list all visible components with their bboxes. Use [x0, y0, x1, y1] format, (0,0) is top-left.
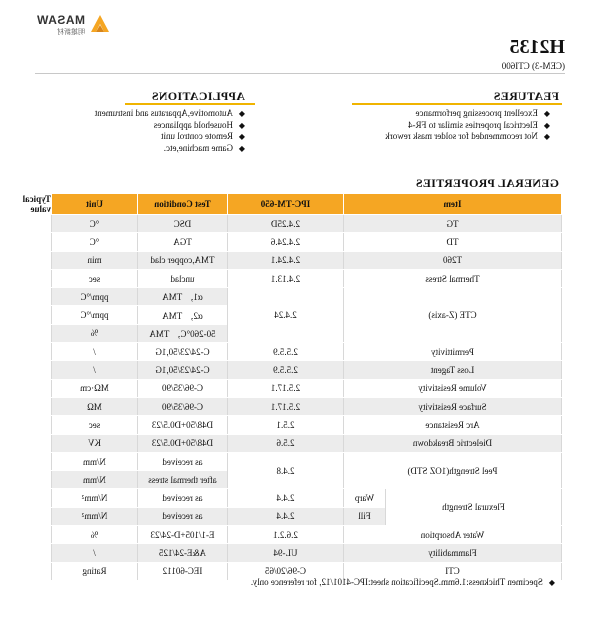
cell-unit: ppm/°C: [51, 306, 137, 324]
cell-item: Loss Tagent: [343, 361, 561, 379]
cell-condition: TMA,copper clad: [137, 251, 227, 269]
cell-item: Thermal Stress: [343, 269, 561, 287]
cell-item: Arc Resistance: [343, 416, 561, 434]
cell-unit: N/mm: [51, 452, 137, 470]
table-row: [51, 361, 561, 379]
cell-condition: D48/50+D0.5/23: [137, 434, 227, 452]
cell-unit: sec: [51, 416, 137, 434]
title-divider: [35, 73, 565, 74]
cell-method: UL-94: [227, 544, 343, 562]
cell-condition: unclad: [137, 269, 227, 287]
applications-list: [95, 108, 245, 154]
cell-item: TD: [343, 233, 561, 251]
cell-item: CTE (Z-axis): [343, 288, 561, 343]
cell-method: 2.5.5.9: [227, 361, 343, 379]
feature-item: ◆ Electrical properties similar to FR-4: [385, 120, 550, 132]
cell-unit: N/mm²: [51, 507, 137, 525]
cell-condition: 50-260°C， TMA: [137, 324, 227, 342]
logo-mark-icon: [89, 12, 111, 34]
table-row: [51, 544, 561, 562]
cell-item: Surface Resistivity: [343, 397, 561, 415]
table-row: [51, 489, 561, 507]
product-subtitle: (CEM-3) CTI600: [501, 61, 565, 71]
cell-item: Peel Strength(1OZ STD): [343, 452, 561, 489]
col-header-condition: Test Condition: [137, 194, 227, 215]
cell-method: 2.5.6: [227, 434, 343, 452]
application-item: ◆ Game machine,etc.: [95, 143, 245, 155]
table-row: [51, 215, 561, 233]
cell-condition: D48/50+D0.5/23: [137, 416, 227, 434]
cell-condition: after thermal stress: [137, 471, 227, 489]
cell-method: 2.4.4: [227, 489, 343, 507]
feature-item: ◆ Not recommended for solder mask rework: [385, 131, 550, 143]
properties-table: [22, 193, 562, 581]
cell-unit: %: [51, 324, 137, 342]
cell-method: C-96/20/65: [227, 562, 343, 580]
cell-unit: MΩ·cm: [51, 379, 137, 397]
cell-method: 2.5.5.9: [227, 343, 343, 361]
col-header-item: Item: [343, 194, 561, 215]
table-row: [51, 251, 561, 269]
cell-condition: TGA: [137, 233, 227, 251]
cell-unit: /: [51, 343, 137, 361]
table-row: [51, 434, 561, 452]
cell-item: Flammability: [343, 544, 561, 562]
table-row: [51, 269, 561, 287]
cell-unit: sec: [51, 269, 137, 287]
col-header-unit: Unit: [51, 194, 137, 215]
cell-item: Dielectric Breakdown: [343, 434, 561, 452]
cell-unit: ppm/°C: [51, 288, 137, 306]
cell-method: 2.5.1: [227, 416, 343, 434]
cell-method: 2.4.24: [227, 288, 343, 343]
table-row: [51, 397, 561, 415]
table-row: [51, 233, 561, 251]
cell-condition: C-24/23/50,1G: [137, 361, 227, 379]
logo-brand: MASAW: [36, 13, 85, 27]
cell-unit: °C: [51, 233, 137, 251]
table-row: [51, 416, 561, 434]
cell-unit: N/mm²: [51, 489, 137, 507]
cell-subitem: Fill: [343, 507, 385, 525]
product-title: H2135: [509, 36, 565, 58]
general-properties-heading: GENERAL PROPERTIES: [415, 176, 559, 190]
table-row: [51, 452, 561, 470]
table-row: [51, 343, 561, 361]
cell-condition: C-96/35/90: [137, 397, 227, 415]
applications-underline: [125, 103, 255, 105]
logo-subtext: 明雄新材: [57, 29, 85, 36]
applications-heading: APPLICATIONS: [151, 89, 245, 103]
table-row: [51, 526, 561, 544]
cell-unit: N/mm: [51, 471, 137, 489]
cell-condition: as received: [137, 452, 227, 470]
cell-unit: min: [51, 251, 137, 269]
cell-condition: as received: [137, 489, 227, 507]
cell-unit: MΩ: [51, 397, 137, 415]
cell-method: 2.5.17.1: [227, 397, 343, 415]
cell-unit: Rating: [51, 562, 137, 580]
cell-item: Water Absorption: [343, 526, 561, 544]
cell-method: 2.4.24.1: [227, 251, 343, 269]
cell-unit: KV: [51, 434, 137, 452]
cell-unit: °C: [51, 215, 137, 233]
cell-condition: α2， TMA: [137, 306, 227, 324]
features-heading: FEATURES: [493, 89, 559, 103]
cell-condition: as received: [137, 507, 227, 525]
cell-unit: /: [51, 544, 137, 562]
table-row: [51, 379, 561, 397]
cell-method: 2.6.2.1: [227, 526, 343, 544]
table-header-row: Item IPC-TM-650 Test Condition Unit Typical value: [51, 194, 561, 215]
specimen-footnote: ◆ Specimen Thickness:1.6mm.Specification sheet:IPC-4101/12, for reference only.: [251, 577, 555, 587]
company-logo: [11, 12, 111, 38]
cell-condition: DSC: [137, 215, 227, 233]
cell-unit: %: [51, 526, 137, 544]
cell-condition: C-96/35/90: [137, 379, 227, 397]
application-item: ◆ Remote control unit: [95, 131, 245, 143]
cell-method: 2.5.17.1: [227, 379, 343, 397]
cell-method: 2.4.8: [227, 452, 343, 489]
cell-item: Flexural Strength: [386, 489, 562, 526]
cell-item: T260: [343, 251, 561, 269]
cell-item: TG: [343, 215, 561, 233]
feature-item: ◆ Excellent processing performance: [385, 108, 550, 120]
features-underline: [352, 103, 562, 105]
cell-item: CTI: [343, 562, 561, 580]
cell-subitem: Warp: [343, 489, 385, 507]
cell-method: 2.4.13.1: [227, 269, 343, 287]
cell-unit: /: [51, 361, 137, 379]
cell-item: Permittivity: [343, 343, 561, 361]
cell-condition: A&E-24/125: [137, 544, 227, 562]
cell-method: 2.4.4: [227, 507, 343, 525]
cell-condition: E-1/105+D-24/23: [137, 526, 227, 544]
cell-method: 2.4.25D: [227, 215, 343, 233]
table-row: [51, 288, 561, 306]
features-list: [385, 108, 550, 143]
cell-condition: α1， TMA: [137, 288, 227, 306]
cell-item: Volume Resistivity: [343, 379, 561, 397]
cell-condition: C-24/23/50,1G: [137, 343, 227, 361]
cell-condition: IEC-60112: [137, 562, 227, 580]
application-item: ◆ Household appliances: [95, 120, 245, 132]
cell-method: 2.4.24.6: [227, 233, 343, 251]
col-header-method: IPC-TM-650: [227, 194, 343, 215]
application-item: ◆ Automotive,Apparatus and instrument: [95, 108, 245, 120]
